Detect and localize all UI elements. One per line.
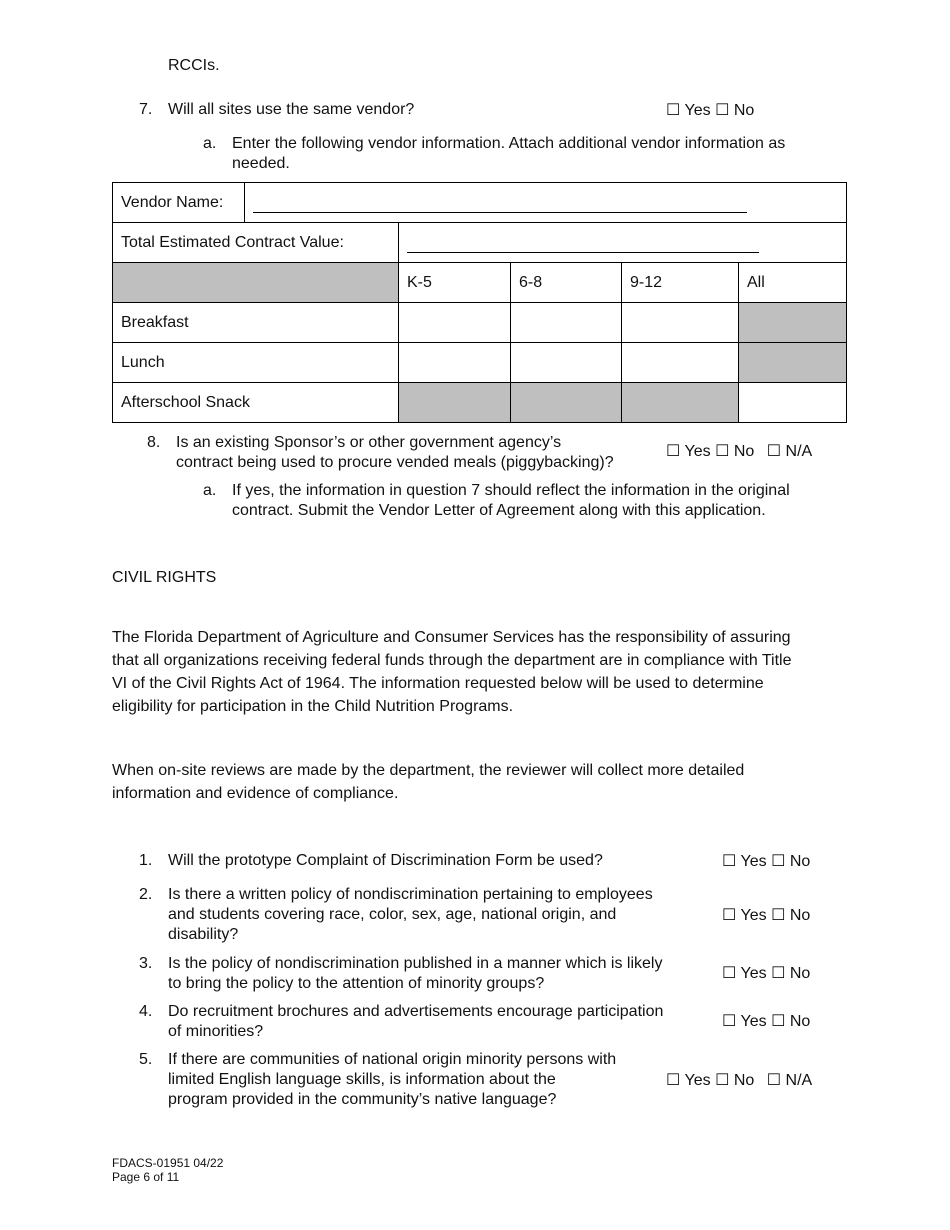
table-row	[113, 343, 847, 383]
q7a-line1: Enter the following vendor information. Attach additional vendor information as	[232, 135, 786, 152]
q7-options	[666, 101, 754, 121]
cr-q1-options	[722, 852, 810, 872]
row-label-afterschool-snack: Afterschool Snack	[113, 383, 399, 423]
cr-q4-yes-checkbox[interactable]: ☐ Yes	[722, 1013, 767, 1030]
cr-q4-no-checkbox[interactable]: ☐ No	[771, 1013, 811, 1030]
cr-q4-line: of minorities?	[168, 1023, 264, 1040]
q8a-line1: If yes, the information in question 7 should reflect the information in the original	[232, 482, 790, 499]
page-number: Page 6 of 11	[112, 1170, 180, 1184]
table-row	[113, 383, 847, 423]
para1-line: that all organizations receiving federal funds through the department are in compliance with Title	[112, 652, 792, 669]
q7-number: 7.	[139, 101, 153, 118]
snack-all-cell[interactable]	[739, 383, 847, 423]
contract-value-field[interactable]	[399, 223, 847, 263]
contract-value-row	[113, 223, 847, 263]
q8-yes-checkbox[interactable]: ☐ Yes	[666, 443, 711, 460]
snack-9-12-cell	[622, 383, 739, 423]
q8-line2: contract being used to procure vended meals (piggybacking)?	[176, 454, 614, 471]
grade-header-row	[113, 263, 847, 303]
cr-q2-line: disability?	[168, 926, 239, 943]
cr-q5-line: program provided in the community’s native language?	[168, 1091, 557, 1108]
continued-text-fragment: RCCIs.	[168, 57, 220, 74]
q8a-line2: contract. Submit the Vendor Letter of Agreement along with this application.	[232, 502, 766, 519]
page-footer	[112, 1156, 223, 1184]
cr-q1-no-checkbox[interactable]: ☐ No	[771, 853, 811, 870]
cr-q2-number: 2.	[139, 886, 153, 903]
para2-line: information and evidence of compliance.	[112, 785, 399, 802]
cr-q3-options	[722, 964, 810, 984]
col-header-6-8: 6-8	[511, 263, 622, 303]
cr-q3-yes-checkbox[interactable]: ☐ Yes	[722, 965, 767, 982]
q8-na-checkbox[interactable]: ☐ N/A	[766, 443, 813, 460]
cr-q5-na-checkbox[interactable]: ☐ N/A	[766, 1072, 813, 1089]
cr-q4-options	[722, 1012, 810, 1032]
q8a-text	[232, 481, 846, 521]
q7-text: Will all sites use the same vendor?	[168, 101, 415, 118]
civil-rights-paragraph-2	[112, 759, 842, 805]
vendor-name-row	[113, 183, 847, 223]
cr-q5-number: 5.	[139, 1051, 153, 1068]
q7a-letter: a.	[203, 135, 217, 152]
cr-q5-yes-checkbox[interactable]: ☐ Yes	[666, 1072, 711, 1089]
cr-q2-options	[722, 906, 810, 926]
cr-q2-yes-checkbox[interactable]: ☐ Yes	[722, 907, 767, 924]
para1-line: VI of the Civil Rights Act of 1964. The information requested below will be used to determine	[112, 675, 764, 692]
cr-q2-text	[168, 885, 708, 945]
col-header-all: All	[739, 263, 847, 303]
cr-q3-text	[168, 954, 708, 994]
header-blank-cell	[113, 263, 399, 303]
cr-q1-text: Will the prototype Complaint of Discrimination Form be used?	[168, 852, 603, 869]
vendor-name-field[interactable]	[245, 183, 847, 223]
cr-q4-line: Do recruitment brochures and advertisements encourage participation	[168, 1003, 664, 1020]
snack-6-8-cell	[511, 383, 622, 423]
form-id: FDACS-01951 04/22	[112, 1156, 224, 1170]
cr-q1-yes-checkbox[interactable]: ☐ Yes	[722, 853, 767, 870]
q8-text	[176, 433, 656, 473]
lunch-k5-cell[interactable]	[399, 343, 511, 383]
col-header-9-12: 9-12	[622, 263, 739, 303]
lunch-6-8-cell[interactable]	[511, 343, 622, 383]
q7-no-checkbox[interactable]: ☐ No	[715, 102, 755, 119]
lunch-all-cell	[739, 343, 847, 383]
q8-line1: Is an existing Sponsor’s or other government agency’s	[176, 434, 562, 451]
para1-line: The Florida Department of Agriculture and Consumer Services has the responsibility of assuring	[112, 629, 791, 646]
cr-q2-no-checkbox[interactable]: ☐ No	[771, 907, 811, 924]
q7a-line2: needed.	[232, 155, 290, 172]
row-label-breakfast: Breakfast	[113, 303, 399, 343]
lunch-9-12-cell[interactable]	[622, 343, 739, 383]
cr-q5-no-checkbox[interactable]: ☐ No	[715, 1072, 755, 1089]
cr-q1-number: 1.	[139, 852, 153, 869]
contract-value-label: Total Estimated Contract Value:	[113, 223, 399, 263]
civil-rights-paragraph-1	[112, 626, 842, 718]
table-row	[113, 303, 847, 343]
cr-q3-line: Is the policy of nondiscrimination published in a manner which is likely	[168, 955, 663, 972]
cr-q4-text	[168, 1002, 708, 1042]
vendor-name-label: Vendor Name:	[113, 183, 245, 223]
para2-line: When on-site reviews are made by the department, the reviewer will collect more detailed	[112, 762, 745, 779]
cr-q2-line: Is there a written policy of nondiscrimination pertaining to employees	[168, 886, 653, 903]
breakfast-9-12-cell[interactable]	[622, 303, 739, 343]
cr-q3-no-checkbox[interactable]: ☐ No	[771, 965, 811, 982]
q7a-text	[232, 134, 842, 174]
cr-q5-line: If there are communities of national origin minority persons with	[168, 1051, 617, 1068]
q8-options	[666, 442, 812, 462]
cr-q2-line: and students covering race, color, sex, age, national origin, and	[168, 906, 617, 923]
cr-q5-options	[666, 1071, 812, 1091]
cr-q3-number: 3.	[139, 955, 153, 972]
q8-number: 8.	[147, 434, 161, 451]
para1-line: eligibility for participation in the Child Nutrition Programs.	[112, 698, 514, 715]
cr-q3-line: to bring the policy to the attention of minority groups?	[168, 975, 545, 992]
q8-no-checkbox[interactable]: ☐ No	[715, 443, 755, 460]
row-label-lunch: Lunch	[113, 343, 399, 383]
breakfast-6-8-cell[interactable]	[511, 303, 622, 343]
cr-q5-line: limited English language skills, is information about the	[168, 1071, 556, 1088]
breakfast-all-cell	[739, 303, 847, 343]
col-header-k5: K-5	[399, 263, 511, 303]
breakfast-k5-cell[interactable]	[399, 303, 511, 343]
cr-q4-number: 4.	[139, 1003, 153, 1020]
snack-k5-cell	[399, 383, 511, 423]
vendor-table	[112, 182, 847, 423]
q8a-letter: a.	[203, 482, 217, 499]
cr-q5-text	[168, 1050, 663, 1110]
section-heading-civil-rights: CIVIL RIGHTS	[112, 569, 217, 586]
q7-yes-checkbox[interactable]: ☐ Yes	[666, 102, 711, 119]
